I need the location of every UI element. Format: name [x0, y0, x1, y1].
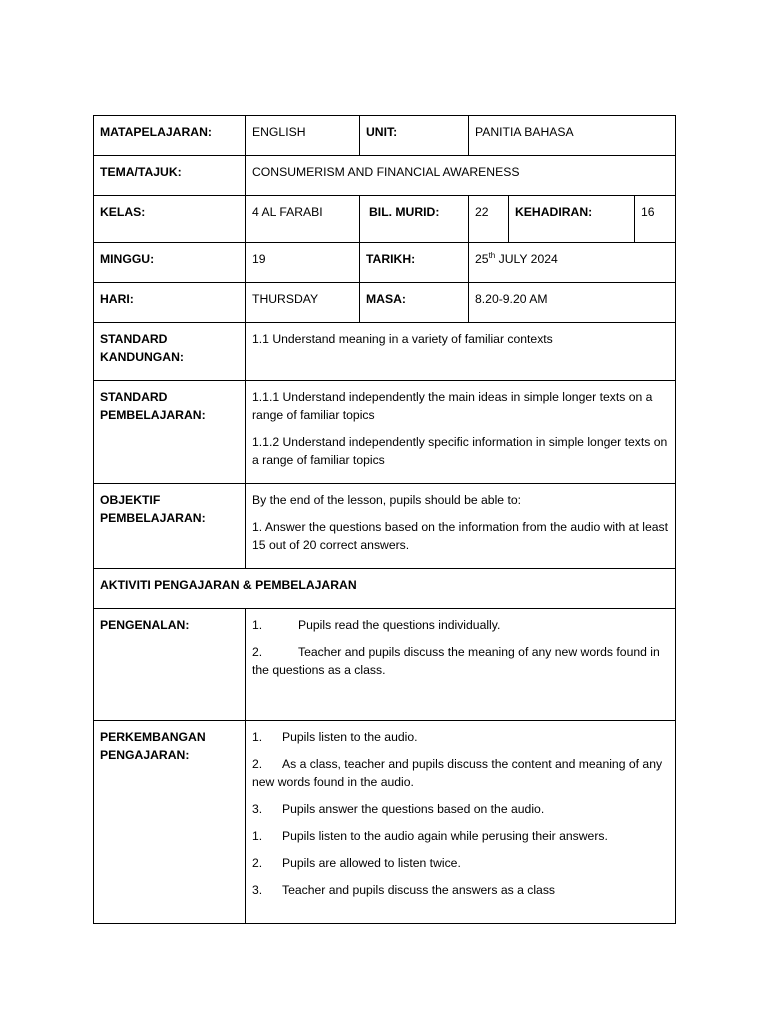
development-item: 3. Teacher and pupils discuss the answers as a class	[252, 883, 556, 897]
development-item: 1. Pupils listen to the audio.	[252, 730, 418, 744]
activities-heading: AKTIVITI PENGAJARAN & PEMBELAJARAN	[94, 569, 676, 609]
date-day: 25	[475, 252, 489, 266]
introduction-label: PENGENALAN:	[94, 609, 246, 721]
objective-item: 1. Answer the questions based on the information from the audio with at least 15 out of 20 correct answers.	[252, 520, 668, 552]
objective-intro: By the end of the lesson, pupils should be able to:	[252, 493, 521, 507]
row-objective	[94, 484, 676, 569]
time-value: 8.20-9.20 AM	[469, 283, 676, 323]
row-introduction	[94, 609, 676, 721]
introduction-item: 1. Pupils read the questions individually.	[252, 618, 501, 632]
theme-label: TEMA/TAJUK:	[94, 156, 246, 196]
development-text	[246, 721, 676, 924]
date-rest: JULY 2024	[495, 252, 558, 266]
row-learning-standard	[94, 381, 676, 484]
row-subject	[94, 116, 676, 156]
row-content-standard	[94, 323, 676, 381]
week-label: MINGGU:	[94, 243, 246, 283]
content-standard-label: STANDARD KANDUNGAN:	[94, 323, 246, 381]
row-activities-heading	[94, 569, 676, 609]
pupils-label: BIL. MURID:	[360, 196, 469, 243]
time-label: MASA:	[360, 283, 469, 323]
day-label: HARI:	[94, 283, 246, 323]
class-value: 4 AL FARABI	[246, 196, 360, 243]
objective-text	[246, 484, 676, 569]
attendance-label: KEHADIRAN:	[509, 196, 635, 243]
unit-label: UNIT:	[360, 116, 469, 156]
lesson-plan-table	[93, 115, 676, 924]
development-item: 2. Pupils are allowed to listen twice.	[252, 856, 461, 870]
row-class	[94, 196, 676, 243]
theme-value: CONSUMERISM AND FINANCIAL AWARENESS	[246, 156, 676, 196]
pupils-value: 22	[469, 196, 509, 243]
learning-standard-text	[246, 381, 676, 484]
introduction-item: 2. Teacher and pupils discuss the meaning of any new words found in the questions as a class.	[252, 645, 660, 677]
introduction-text	[246, 609, 676, 721]
development-label: PERKEMBANGAN PENGAJARAN:	[94, 721, 246, 924]
subject-label: MATAPELAJARAN:	[94, 116, 246, 156]
date-label: TARIKH:	[360, 243, 469, 283]
learning-standard-label: STANDARD PEMBELAJARAN:	[94, 381, 246, 484]
day-value: THURSDAY	[246, 283, 360, 323]
unit-value: PANITIA BAHASA	[469, 116, 676, 156]
date-suffix: th	[488, 251, 496, 260]
learning-standard-item: 1.1.2 Understand independently specific information in simple longer texts on a range of familiar topics	[252, 435, 668, 467]
week-value: 19	[246, 243, 360, 283]
objective-label: OBJEKTIF PEMBELAJARAN:	[94, 484, 246, 569]
class-label: KELAS:	[94, 196, 246, 243]
development-item: 1. Pupils listen to the audio again while perusing their answers.	[252, 829, 608, 843]
attendance-value: 16	[635, 196, 676, 243]
subject-value: ENGLISH	[246, 116, 360, 156]
development-item: 2. As a class, teacher and pupils discuss the content and meaning of any new words found in the audio.	[252, 757, 663, 789]
content-standard-text: 1.1 Understand meaning in a variety of familiar contexts	[246, 323, 676, 381]
row-development	[94, 721, 676, 924]
development-item: 3. Pupils answer the questions based on the audio.	[252, 802, 545, 816]
row-theme	[94, 156, 676, 196]
row-week	[94, 243, 676, 283]
learning-standard-item: 1.1.1 Understand independently the main ideas in simple longer texts on a range of familiar topics	[252, 390, 653, 422]
row-day	[94, 283, 676, 323]
date-value	[469, 243, 676, 283]
